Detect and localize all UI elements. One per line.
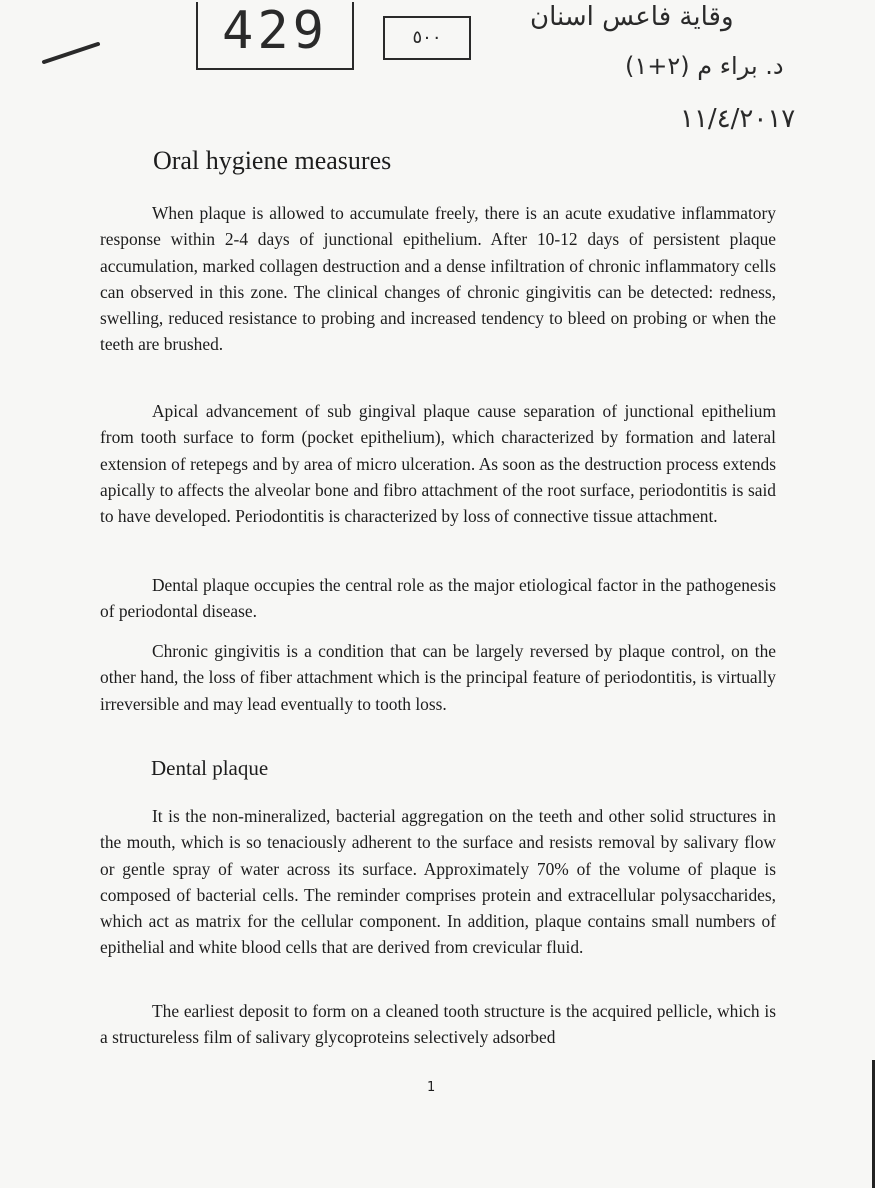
page-number: 1 [427, 1080, 436, 1095]
page-title: Oral hygiene measures [153, 146, 392, 175]
paragraph: Apical advancement of sub gingival plaque cause separation of junctional epithelium from tooth surface to form (pocket epithelium), which characterized by formation and lateral extension of retepegs and by area of micro ulceration. As soon as the destruction process extends apically to affects the alveolar bone and fibro attachment of the root surface, periodontitis is said to have developed. Periodontitis is characterized by loss of connective tissue attachment. [100, 401, 776, 527]
paragraph: The earliest deposit to form on a cleaned tooth structure is the acquired pellicle, which is a structureless film of salivary glycoproteins selectively adsorbed [100, 1001, 776, 1048]
paragraph: Chronic gingivitis is a condition that can be largely reversed by plaque control, on the other hand, the loss of fiber attachment which is the principal feature of periodontitis, is virtually irreversible and may lead eventually to tooth loss. [100, 641, 776, 714]
handwritten-number-box: 429 [196, 2, 354, 70]
section-heading: Dental plaque [151, 756, 269, 780]
paragraph: Dental plaque occupies the central role as the major etiological factor in the pathogenesis of periodontal disease. [100, 575, 776, 622]
handwritten-course-note: وقاية فاعس اسنان [530, 2, 734, 32]
handwritten-date-note: ١١/٤/٢٠١٧ [680, 104, 796, 134]
handwritten-lecturer-note: د. براء م (٢+١) [625, 52, 784, 80]
pen-mark [40, 38, 102, 66]
paragraph: When plaque is allowed to accumulate freely, there is an acute exudative inflammatory response within 2-4 days of junctional epithelium. After 10-12 days of persistent plaque accumulation, marked collagen destruction and a dense infiltration of chronic inflammatory cells can observed in this zone. The clinical changes of chronic gingivitis can be detected: redness, swelling, reduced resistance to probing and increased tendency to bleed on probing or when the teeth are brushed. [100, 203, 776, 355]
paragraph: It is the non-mineralized, bacterial aggregation on the teeth and other solid structures in the mouth, which is so tenaciously adherent to the surface and resists removal by salivary flow or gentle spray of water across its surface. Approximately 70% of the volume of plaque is composed of bacterial cells. The reminder comprises protein and extracellular polysaccharides, which act as matrix for the cellular component. In addition, plaque contains small numbers of epithelial and white blood cells that are derived from crevicular fluid. [100, 806, 776, 958]
handwritten-small-box: ٥٠٠ [383, 16, 471, 60]
